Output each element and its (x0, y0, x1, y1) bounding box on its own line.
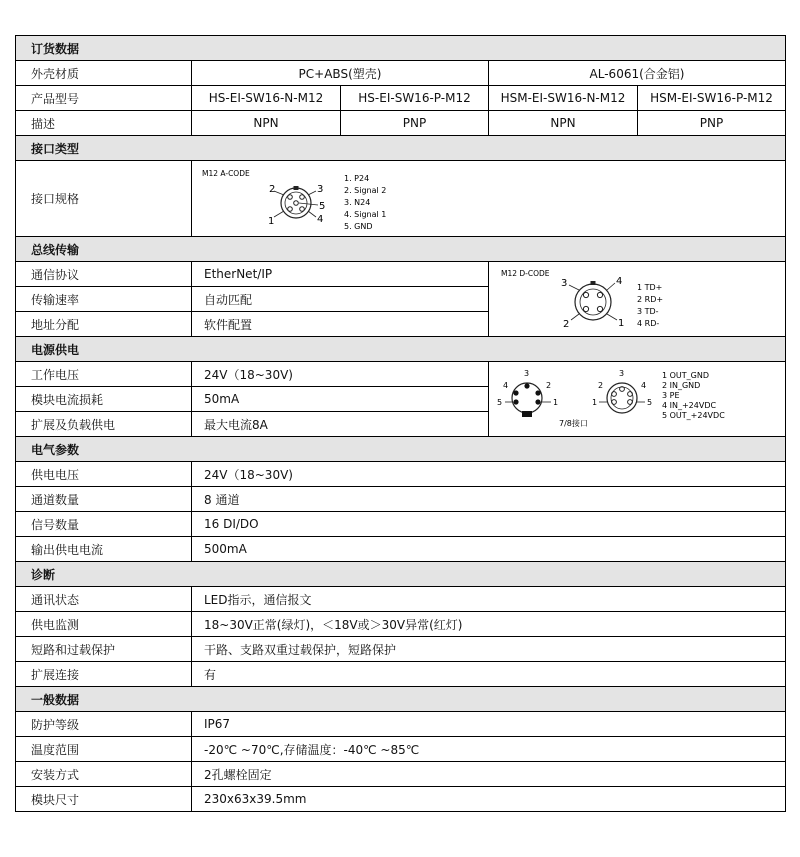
table-row (16, 537, 786, 562)
spec-table (15, 35, 786, 812)
table-row (16, 86, 786, 111)
row-value: 24V（18~30V) (192, 362, 489, 387)
pin-label: 5 (647, 398, 653, 407)
section-order (16, 36, 786, 61)
row-label: 外壳材质 (16, 61, 192, 86)
pin-legend: 3. N24 (344, 198, 371, 207)
desc-cell: NPN (489, 111, 638, 136)
model-cell: HS-EI-SW16-P-M12 (341, 86, 489, 111)
pin-label: 1 (618, 318, 625, 329)
pin-legend: 3 TD- (637, 307, 659, 316)
pin-legend: 4 IN_+24VDC (662, 401, 717, 410)
pin-label: 5 (497, 398, 503, 407)
pin-label: 1 (553, 398, 559, 407)
table-row (16, 111, 786, 136)
row-label: 通道数量 (16, 487, 192, 512)
row-label: 温度范围 (16, 737, 192, 762)
table-row (16, 512, 786, 537)
row-label: 描述 (16, 111, 192, 136)
desc-cell: NPN (192, 111, 341, 136)
row-label: 地址分配 (16, 312, 192, 337)
pin-label: 1 (268, 216, 275, 227)
section-title: 电源供电 (16, 337, 786, 362)
row-value: EtherNet/IP (192, 262, 489, 287)
row-value: LED指示，通信报文 (192, 587, 786, 612)
connector-code-label: M12 A-CODE (202, 169, 250, 178)
row-value: -20℃ ~70℃,存储温度：-40℃ ~85℃ (192, 737, 786, 762)
pin-legend: 1 TD+ (637, 283, 663, 292)
m12-a-code-cell (192, 161, 786, 237)
pin-label: 2 (563, 319, 570, 330)
section-title: 接口类型 (16, 136, 786, 161)
section-title: 订货数据 (16, 36, 786, 61)
table-row (16, 487, 786, 512)
table-row (16, 712, 786, 737)
table-row (16, 587, 786, 612)
section-title: 电气参数 (16, 437, 786, 462)
seven-eighths-connector-diagram (495, 366, 781, 434)
row-value: 500mA (192, 537, 786, 562)
pin-label: 4 (503, 381, 509, 390)
pin-legend: 1. P24 (344, 174, 370, 183)
row-label: 工作电压 (16, 362, 192, 387)
table-row (16, 662, 786, 687)
row-label: 通讯状态 (16, 587, 192, 612)
m12-d-code-diagram (499, 266, 779, 334)
material-plastic: PC+ABS(塑壳) (192, 61, 489, 86)
table-row (16, 637, 786, 662)
pin-label: 4 (317, 214, 324, 225)
row-value: 230x63x39.5mm (192, 787, 786, 812)
row-value: 8 通道 (192, 487, 786, 512)
pin-legend: 2 RD+ (637, 295, 664, 304)
model-cell: HS-EI-SW16-N-M12 (192, 86, 341, 111)
row-label: 通信协议 (16, 262, 192, 287)
row-value: 50mA (192, 387, 489, 412)
row-value: 自动匹配 (192, 287, 489, 312)
pin-legend: 4 RD- (637, 319, 660, 328)
row-label: 短路和过载保护 (16, 637, 192, 662)
connector-code-label: M12 D-CODE (501, 269, 550, 278)
pin-label: 1 (592, 398, 598, 407)
row-value: 24V（18~30V) (192, 462, 786, 487)
row-label: 输出供电电流 (16, 537, 192, 562)
pin-label: 2 (598, 381, 604, 390)
table-row (16, 362, 786, 387)
row-value: 16 DI/DO (192, 512, 786, 537)
section-title: 总线传输 (16, 237, 786, 262)
table-row (16, 787, 786, 812)
table-row (16, 462, 786, 487)
pin-legend: 1 OUT_GND (662, 371, 710, 380)
section-power (16, 337, 786, 362)
pin-label: 3 (619, 369, 625, 378)
section-title: 诊断 (16, 562, 786, 587)
table-row (16, 161, 786, 237)
seven-eighths-connector-icon (495, 366, 781, 434)
pin-legend: 2 IN_GND (662, 381, 701, 390)
pin-label: 4 (641, 381, 647, 390)
pin-label: 3 (317, 184, 324, 195)
pin-legend: 3 PE (662, 391, 680, 400)
pin-label: 4 (616, 276, 623, 287)
pin-label: 2 (546, 381, 552, 390)
section-general (16, 687, 786, 712)
row-label: 接口规格 (16, 161, 192, 237)
pin-label: 3 (561, 278, 568, 289)
m12-d-connector-icon (499, 266, 779, 334)
row-label: 模块尺寸 (16, 787, 192, 812)
section-diagnosis (16, 562, 786, 587)
row-value: 最大电流8A (192, 412, 489, 437)
desc-cell: PNP (341, 111, 489, 136)
row-label: 产品型号 (16, 86, 192, 111)
row-label: 信号数量 (16, 512, 192, 537)
row-value: 18~30V正常(绿灯)，＜18V或＞30V异常(红灯) (192, 612, 786, 637)
m12-d-code-cell (489, 262, 786, 337)
pin-legend: 2. Signal 2 (344, 186, 387, 195)
seven-eighths-connector-cell (489, 362, 786, 437)
model-cell: HSM-EI-SW16-N-M12 (489, 86, 638, 111)
row-label: 防护等级 (16, 712, 192, 737)
material-aluminum: AL-6061(合金铝) (489, 61, 786, 86)
row-label: 安装方式 (16, 762, 192, 787)
table-row (16, 762, 786, 787)
pin-legend: 4. Signal 1 (344, 210, 387, 219)
table-row (16, 612, 786, 637)
pin-label: 2 (269, 184, 276, 195)
row-label: 扩展连接 (16, 662, 192, 687)
row-label: 传输速率 (16, 287, 192, 312)
pin-legend: 5. GND (344, 222, 373, 231)
row-label: 模块电流损耗 (16, 387, 192, 412)
row-label: 供电监测 (16, 612, 192, 637)
row-label: 供电电压 (16, 462, 192, 487)
desc-cell: PNP (638, 111, 786, 136)
m12-a-connector-icon (200, 167, 400, 233)
row-value: 有 (192, 662, 786, 687)
table-row (16, 61, 786, 86)
row-label: 扩展及负载供电 (16, 412, 192, 437)
row-value: 干路、支路双重过载保护，短路保护 (192, 637, 786, 662)
section-interface (16, 136, 786, 161)
connector-caption: 7/8接口 (559, 419, 588, 428)
pin-label: 3 (524, 369, 530, 378)
row-value: 2孔螺栓固定 (192, 762, 786, 787)
m12-a-code-diagram (200, 167, 400, 233)
section-bus (16, 237, 786, 262)
pin-label: 5 (319, 201, 326, 212)
section-electrical (16, 437, 786, 462)
section-title: 一般数据 (16, 687, 786, 712)
row-value: IP67 (192, 712, 786, 737)
table-row (16, 737, 786, 762)
table-row (16, 262, 786, 287)
model-cell: HSM-EI-SW16-P-M12 (638, 86, 786, 111)
row-value: 软件配置 (192, 312, 489, 337)
pin-legend: 5 OUT_+24VDC (662, 411, 725, 420)
